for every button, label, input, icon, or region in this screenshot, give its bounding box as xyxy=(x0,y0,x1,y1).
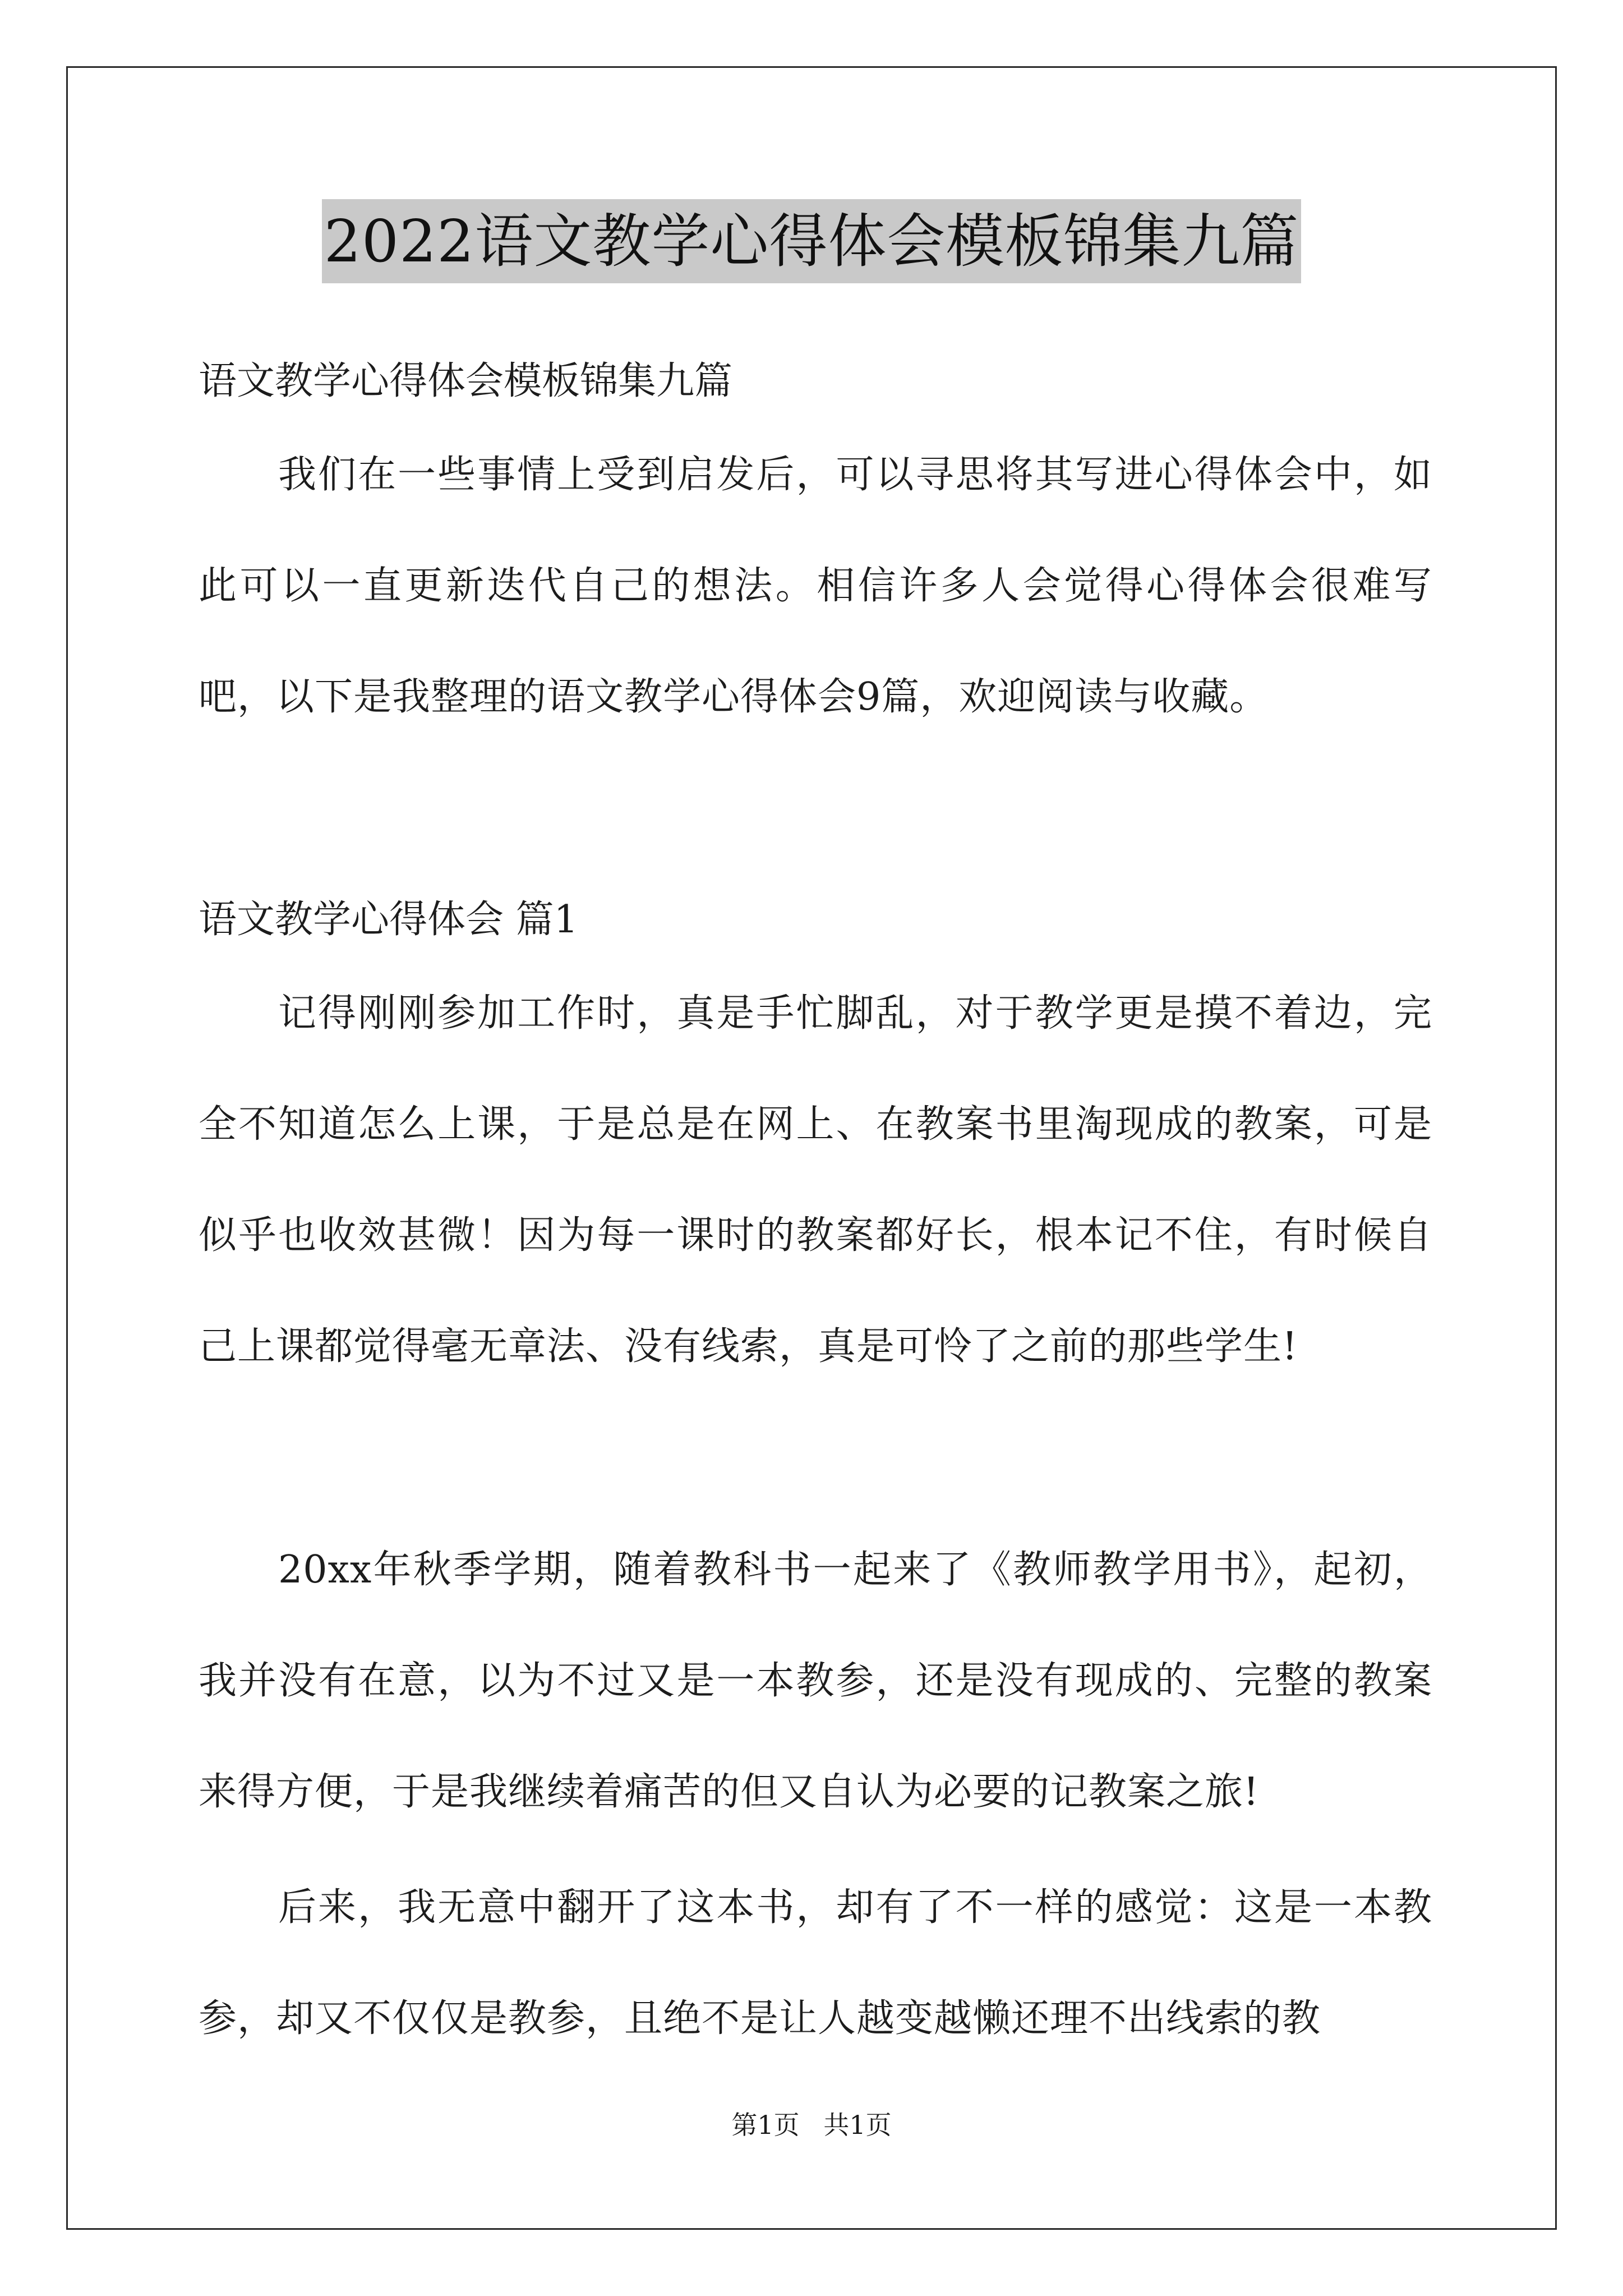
body-paragraph-3: 后来，我无意中翻开了这本书，却有了不一样的感觉：这是一本教参，却又不仅仅是教参，且绝不是让人越变越懒还理不出线索的教 xyxy=(199,1885,1432,2041)
document-subtitle: 语文教学心得体会模板锦集九篇 xyxy=(199,359,733,403)
body-paragraph-1: 记得刚刚参加工作时，真是手忙脚乱，对于教学更是摸不着边，完全不知道怎么上课，于是总是在网上、在教案书里淘现成的教案，可是似乎也收效甚微！因为每一课时的教案都好长，根本记不住，有时候自己上课都觉得毫无章法、没有线索，真是可怜了之前的那些学生! xyxy=(199,991,1432,1369)
body-paragraph-2: 20xx年秋季学期，随着教科书一起来了《教师教学用书》，起初，我并没有在意，以为不过又是一本教参，还是没有现成的、完整的教案来得方便，于是我继续着痛苦的但又自认为必要的记教案之旅! xyxy=(199,1548,1432,1814)
title-container xyxy=(0,199,1623,283)
page-total: 共1页 xyxy=(823,2110,892,2140)
document-title: 2022语文教学心得体会模板锦集九篇 xyxy=(322,199,1302,283)
page-footer xyxy=(0,2105,1623,2142)
page-number: 第1页 xyxy=(731,2110,800,2140)
intro-paragraph: 我们在一些事情上受到启发后，可以寻思将其写进心得体会中，如此可以一直更新迭代自己的想法。相信许多人会觉得心得体会很难写吧，以下是我整理的语文教学心得体会9篇，欢迎阅读与收藏。 xyxy=(199,453,1432,719)
section-heading: 语文教学心得体会 篇1 xyxy=(199,898,578,942)
